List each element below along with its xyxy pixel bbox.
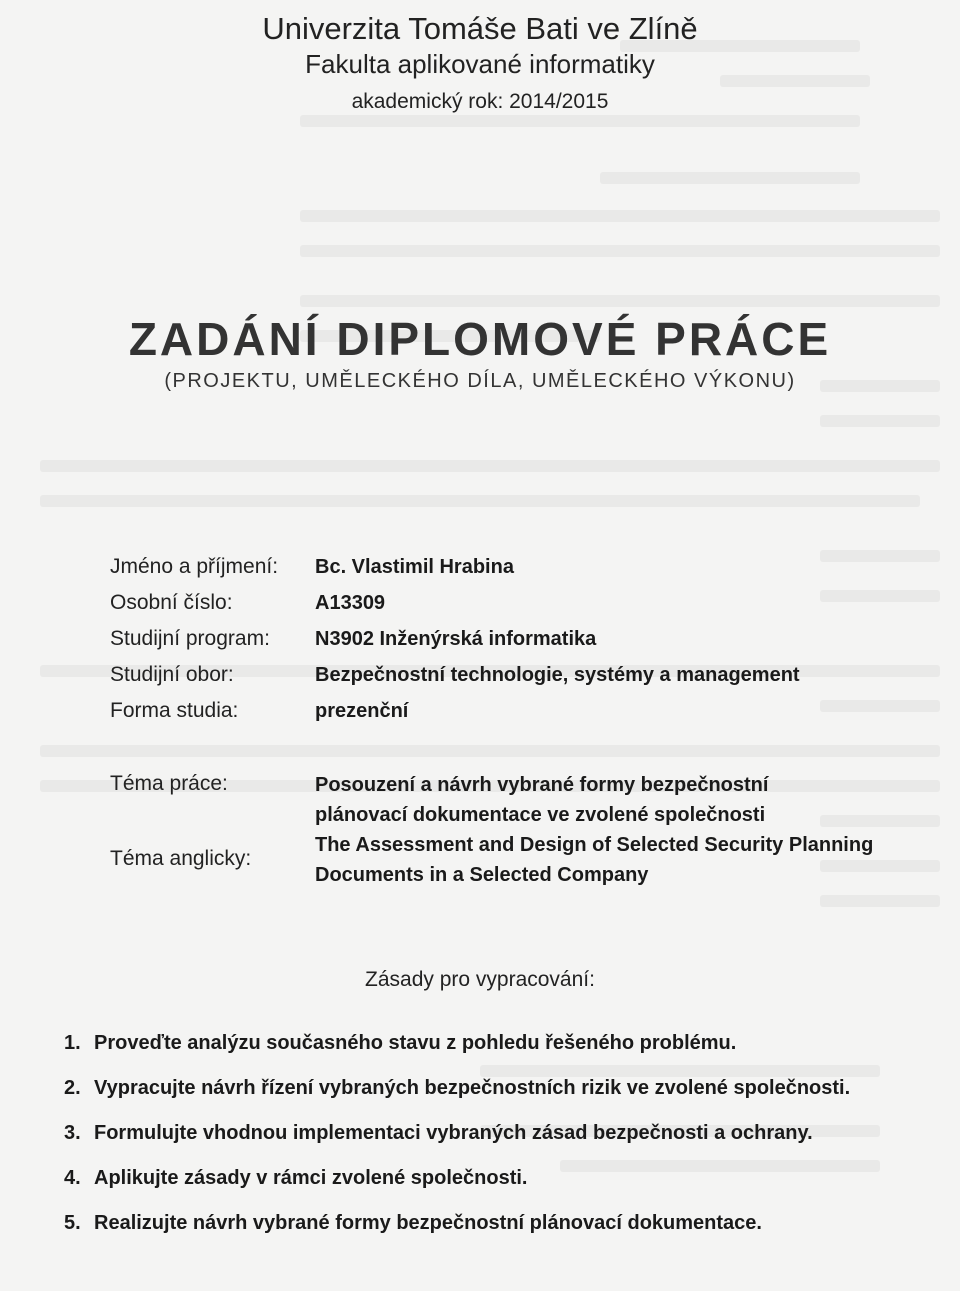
list-item-text: Realizujte návrh vybrané formy bezpečnostní plánovací dokumentace. [94, 1212, 762, 1234]
info-row-field [110, 660, 930, 696]
id-value: A13309 [315, 592, 386, 614]
info-row-name [110, 552, 930, 588]
form-value: prezenční [315, 700, 409, 722]
list-item-number: 3. [64, 1122, 81, 1144]
list-item [64, 1073, 934, 1118]
topic-value [315, 770, 925, 830]
faculty-name: Fakulta aplikované informatiky [305, 49, 655, 79]
document-title: ZADÁNÍ DIPLOMOVÉ PRÁCE [128, 313, 832, 365]
guidelines-list [64, 1028, 934, 1253]
topic-line-2: plánovací dokumentace ve zvolené společnosti [315, 804, 766, 826]
university-name: Univerzita Tomáše Bati ve Zlíně [262, 11, 698, 46]
topic-cz [110, 770, 930, 834]
field-value: Bezpečnostní technologie, systémy a management [315, 664, 800, 686]
topic-label: Téma práce: [110, 772, 228, 795]
id-label: Osobní číslo: [110, 591, 233, 614]
list-item-text: Vypracujte návrh řízení vybraných bezpečnostních rizik ve zvolené společnosti. [94, 1077, 851, 1099]
topic-en-line-2: Documents in a Selected Company [315, 864, 649, 886]
list-item-number: 4. [64, 1167, 81, 1189]
topic-en-value [315, 830, 955, 890]
list-item-text: Aplikujte zásady v rámci zvolené společnosti. [94, 1167, 528, 1189]
list-item [64, 1028, 934, 1073]
topic-en-label: Téma anglicky: [110, 847, 252, 870]
list-item-number: 5. [64, 1212, 81, 1234]
guidelines-heading: Zásady pro vypracování: [365, 968, 595, 991]
list-item [64, 1208, 934, 1253]
info-row-id [110, 588, 930, 624]
program-label: Studijní program: [110, 627, 270, 650]
form-label: Forma studia: [110, 699, 239, 722]
list-item [64, 1163, 934, 1208]
list-item-text: Proveďte analýzu současného stavu z pohledu řešeného problému. [94, 1032, 737, 1054]
list-item-text: Formulujte vhodnou implementaci vybraných zásad bezpečnosti a ochrany. [94, 1122, 813, 1144]
name-value: Bc. Vlastimil Hrabina [315, 556, 514, 578]
field-label: Studijní obor: [110, 663, 234, 686]
info-row-program [110, 624, 930, 660]
student-info [110, 552, 930, 732]
info-row-form [110, 696, 930, 732]
list-item [64, 1118, 934, 1163]
topic-en-line-1: The Assessment and Design of Selected Security Planning [315, 834, 874, 856]
topic-line-1: Posouzení a návrh vybrané formy bezpečnostní [315, 774, 769, 796]
academic-year: akademický rok: 2014/2015 [351, 90, 609, 113]
name-label: Jméno a příjmení: [110, 555, 279, 578]
list-item-number: 2. [64, 1077, 81, 1099]
list-item-number: 1. [64, 1032, 81, 1054]
document-header [0, 10, 960, 120]
topic-en [110, 830, 930, 894]
program-value: N3902 Inženýrská informatika [315, 628, 597, 650]
document-subtitle: (PROJEKTU, UMĚLECKÉHO DÍLA, UMĚLECKÉHO VÝKONU) [164, 370, 796, 392]
